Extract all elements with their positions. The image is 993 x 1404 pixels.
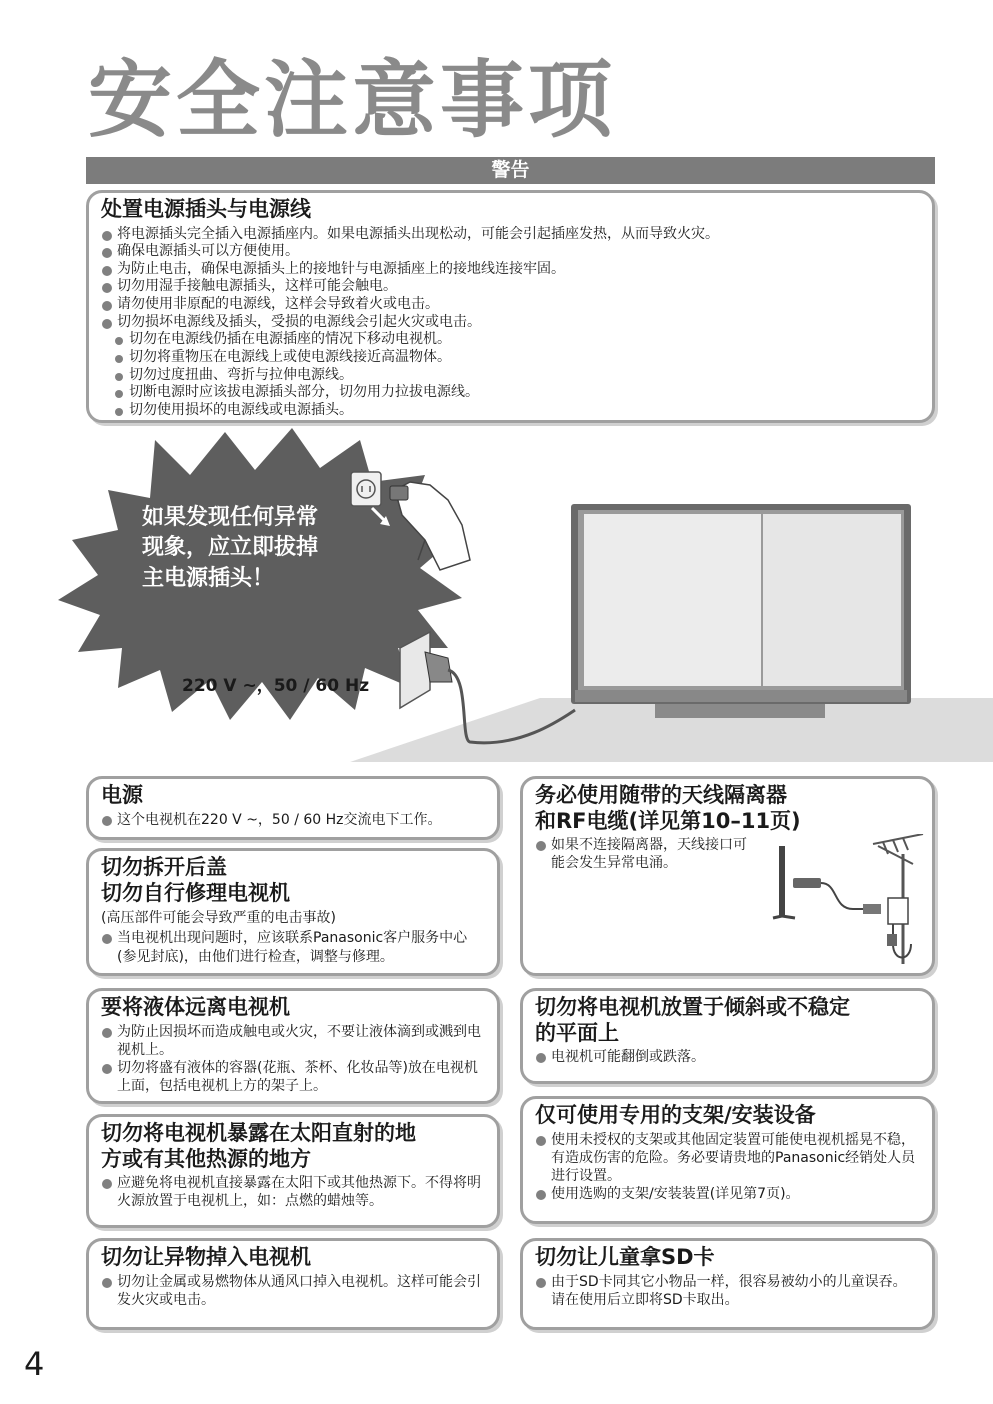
list-item: 如果不连接隔离器，天线接口可能会发生异常电涌。 (535, 836, 750, 872)
list-item: 由于SD卡同其它小物品一样，很容易被幼小的儿童误吞。请在使用后立即将SD卡取出。 (535, 1273, 920, 1309)
power-section (86, 776, 500, 840)
section-title: 切勿自行修理电视机 (101, 880, 290, 905)
section-title: 电源 (101, 783, 143, 807)
section-note: (高压部件可能会导致严重的电击事故) (101, 910, 336, 927)
section-title: 方或有其他热源的地方 (101, 1146, 311, 1171)
sub-list-item: 切勿在电源线仍插在电源插座的情况下移动电视机。 (101, 331, 920, 349)
section-title: 要将液体远离电视机 (101, 995, 290, 1019)
antenna-diagram (763, 834, 933, 974)
list-item: 切勿损坏电源线及插头，受损的电源线会引起火灾或电击。 (101, 314, 920, 332)
antenna-icon (873, 834, 923, 864)
section-title: 切勿将电视机暴露在太阳直射的地 (101, 1121, 416, 1145)
list-item: 切勿用湿手接触电源插头，这样可能会触电。 (101, 278, 920, 296)
voltage-label: 220 V ~，50 / 60 Hz (182, 676, 370, 696)
sd-card-section (520, 1238, 935, 1330)
socket-plug-icon (425, 652, 452, 682)
stand-section (520, 1096, 935, 1224)
list-item: 应避免将电视机直接暴露在太阳下或其他热源下。不得将明火源放置于电视机上，如：点燃的蜡烛等。 (101, 1174, 485, 1210)
list-item: 切勿将盛有液体的容器(花瓶、茶杯、化妆品等)放在电视机上面，包括电视机上方的架子上。 (101, 1059, 485, 1095)
list-item: 使用未授权的支架或其他固定装置可能使电视机摇晃不稳，有造成伤害的危险。务必要请贵地的Panasonic经销处人员进行设置。 (535, 1131, 920, 1186)
tv-side-icon (779, 846, 785, 916)
list-item: 确保电源插头可以方便使用。 (101, 243, 920, 261)
list-item: 将电源插头完全插入电源插座内。如果电源插头出现松动，可能会引起插座发热，从而导致火灾。 (101, 226, 920, 244)
burst-line: 现象，应立即拔掉 (142, 535, 319, 561)
list-item: 为防止因损坏而造成触电或火灾，不要让液体滴到或溅到电视机上。 (101, 1023, 485, 1059)
power-plug-cord-title: 处置电源插头与电源线 (101, 197, 311, 221)
section-title: 仅可使用专用的支架/安装设备 (535, 1103, 816, 1127)
list-item: 使用选购的支架/安装装置(详见第7页)。 (535, 1185, 920, 1203)
sub-list-item: 切勿使用损坏的电源线或电源插头。 (101, 402, 920, 420)
unplug-illustration (0, 420, 993, 780)
unplug-warning-text (142, 503, 362, 594)
liquid-section (86, 988, 500, 1104)
plug-icon (390, 486, 408, 500)
list-item: 当电视机出现问题时，应该联系Panasonic客户服务中心(参见封底)，由他们进行检查，调整与修理。 (101, 929, 485, 965)
section-title: 和RF电缆(详见第10–11页) (535, 808, 801, 833)
list-item: 请勿使用非原配的电源线，这样会导致着火或电击。 (101, 296, 920, 314)
list-item: 电视机可能翻倒或跌落。 (535, 1048, 920, 1066)
warning-bar: 警告 (86, 157, 935, 184)
tv-stand-icon (655, 704, 825, 718)
cover-repair-section (86, 848, 500, 976)
page-title: 安全注意事项 (88, 51, 617, 149)
section-title: 的平面上 (535, 1020, 619, 1045)
tv-screen-icon (584, 514, 761, 686)
isolator-icon (793, 878, 821, 888)
section-title: 切勿将电视机放置于倾斜或不稳定 (535, 995, 850, 1019)
antenna-section (520, 776, 935, 976)
section-title: 务必使用随带的天线隔离器 (535, 783, 787, 807)
sub-list-item: 切勿将重物压在电源线上或使电源线接近高温物体。 (101, 349, 920, 367)
sunlight-section (86, 1114, 500, 1228)
section-title: 切勿让异物掉入电视机 (101, 1245, 311, 1269)
burst-line: 如果发现任何异常 (142, 505, 319, 530)
foreign-object-section (86, 1238, 500, 1330)
list-item: 切勿让金属或易燃物体从通风口掉入电视机。这样可能会引发火灾或电击。 (101, 1273, 485, 1309)
page-number: 4 (24, 1345, 45, 1383)
unstable-surface-section (520, 988, 935, 1084)
list-item: 这个电视机在220 V ~，50 / 60 Hz交流电下工作。 (101, 811, 485, 829)
section-title: 切勿让儿童拿SD卡 (535, 1245, 715, 1269)
list-item: 为防止电击，确保电源插头上的接地针与电源插座上的接地线连接牢固。 (101, 261, 920, 279)
section-title: 切勿拆开后盖 (101, 855, 227, 879)
wall-outlet-icon (351, 472, 381, 506)
sub-list-item: 切断电源时应该拔电源插头部分，切勿用力拉拔电源线。 (101, 384, 920, 402)
sub-list-item: 切勿过度扭曲、弯折与拉伸电源线。 (101, 367, 920, 385)
power-plug-cord-box (86, 190, 935, 423)
burst-line: 主电源插头！ (142, 565, 275, 591)
